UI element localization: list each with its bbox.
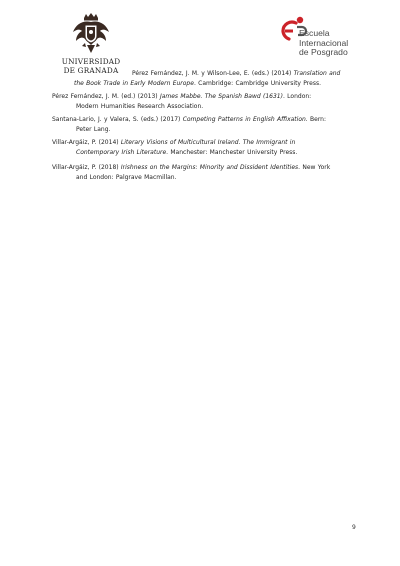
reference-item xyxy=(52,92,358,112)
reference-title: Competing Patterns in English Affixation xyxy=(182,116,306,123)
reference-line: and London: Palgrave Macmillan. xyxy=(76,174,177,181)
reference-title: Irishness on the Margins: Minority and Dissident Identities xyxy=(120,164,299,171)
school-logo xyxy=(280,14,360,60)
reference-title: Contemporary Irish Literature xyxy=(76,149,167,156)
reference-line: Villar-Argáiz, P. (2018) Irishness on the Margins: Minority and Dissident Identities. New York xyxy=(52,164,331,171)
reference-item xyxy=(52,115,358,135)
reference-title: Literary Visions of Multicultural Ireland. The Immigrant in xyxy=(120,139,296,146)
reference-line: Villar-Argáiz, P. (2014) Literary Visions of Multicultural Ireland. The Immigrant in xyxy=(52,139,296,146)
school-name xyxy=(299,29,348,58)
reference-title: James Mabbe. The Spanish Bawd (1631) xyxy=(159,93,283,100)
reference-item xyxy=(52,138,358,158)
school-name-line2: Internacional xyxy=(299,37,349,48)
school-name-line3: de Posgrado xyxy=(299,47,348,58)
reference-line: Pérez Fernández, J. M. y Wilson-Lee, E. (eds.) (2014) Translation and xyxy=(132,70,341,77)
university-name-line2: DE GRANADA xyxy=(63,65,119,75)
reference-line: the Book Trade in Early Modern Europe. Cambridge: Cambridge University Press. xyxy=(74,80,321,87)
reference-line: Pérez Fernández, J. M. (ed.) (2013) James Mabbe. The Spanish Bawd (1631). London: xyxy=(52,93,312,100)
reference-line: Peter Lang. xyxy=(76,126,111,133)
reference-line: Contemporary Irish Literature. Manchester: Manchester University Press. xyxy=(76,149,298,156)
reference-line: Modern Humanities Research Association. xyxy=(76,103,204,110)
school-name-line1: Escuela xyxy=(299,28,330,38)
page-number: 9 xyxy=(352,524,356,531)
reference-title: the Book Trade in Early Modern Europe xyxy=(74,80,194,87)
ugr-crest-icon xyxy=(71,12,111,54)
university-logo xyxy=(58,12,124,75)
reference-item xyxy=(52,163,358,183)
reference-line: Santana-Lario, J. y Valera, S. (eds.) (2017) Competing Patterns in English Affixation. Bern: xyxy=(52,116,327,123)
reference-item xyxy=(74,69,356,89)
university-name-line1: UNIVERSIDAD xyxy=(61,57,121,66)
reference-title: Translation and xyxy=(293,70,341,77)
